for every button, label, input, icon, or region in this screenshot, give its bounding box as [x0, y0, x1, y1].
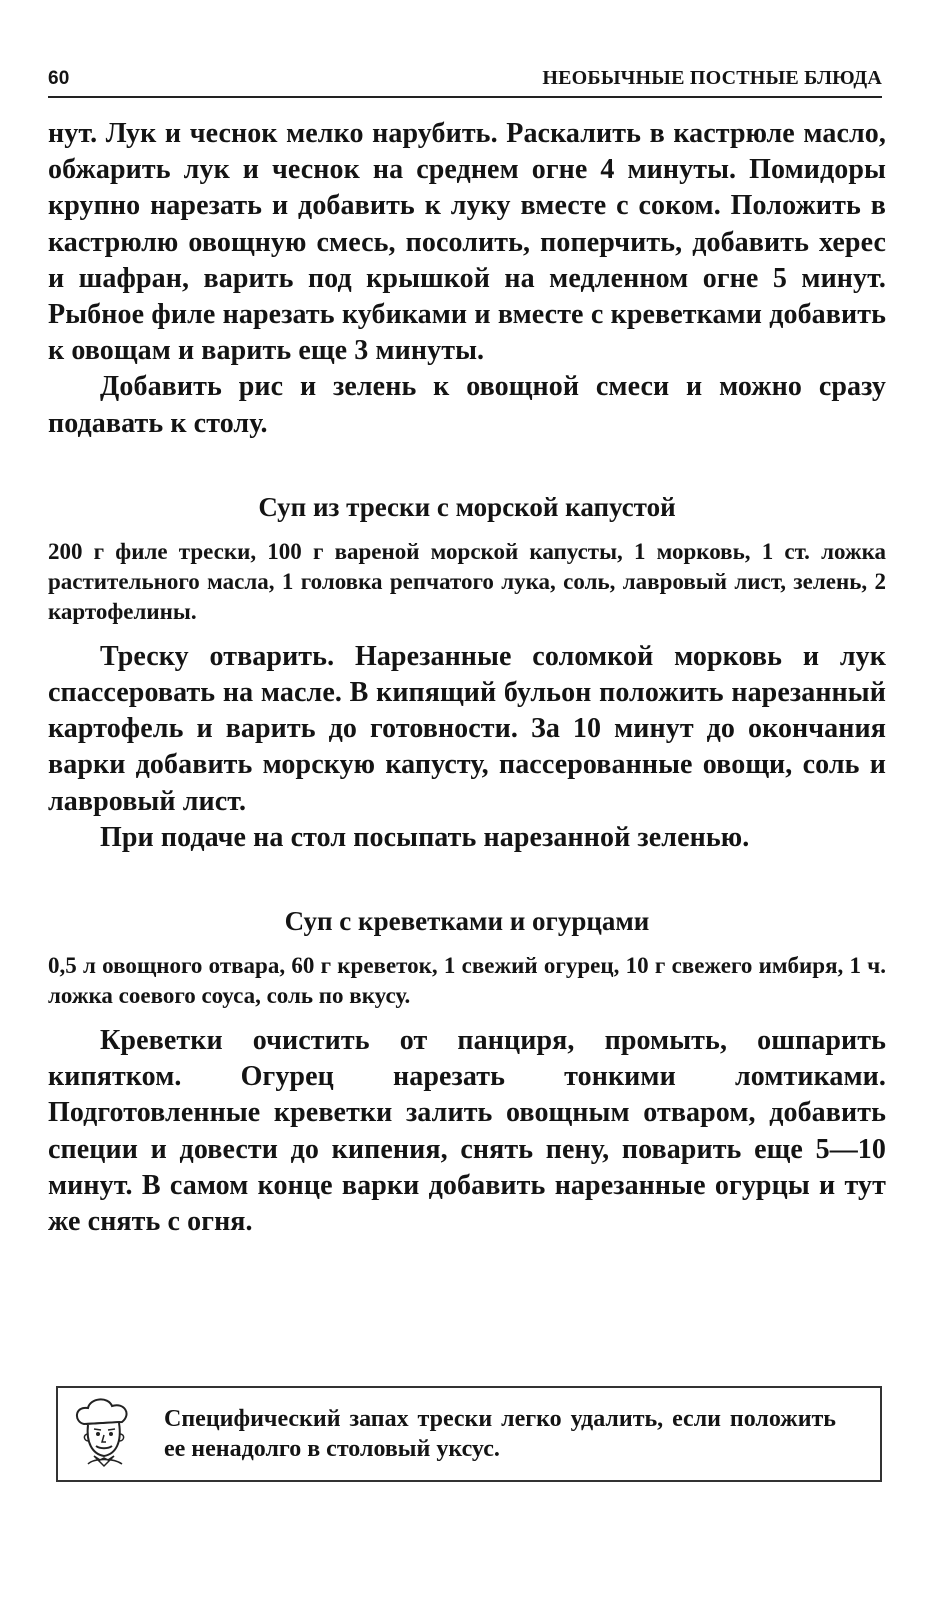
running-title: НЕОБЫЧНЫЕ ПОСТНЫЕ БЛЮДА	[542, 67, 882, 89]
tip-box	[56, 1386, 882, 1482]
recipe-ingredients: 200 г филе трески, 100 г вареной морской капусты, 1 морковь, 1 ст. ложка растительного масла, 1 головка репчатого лука, соль, лавровый лист, зелень, 2 картофелины.	[48, 538, 886, 624]
recipe-ingredients: 0,5 л овощного отвара, 60 г креветок, 1 свежий огурец, 10 г свежего имбиря, 1 ч. ложка соевого соуса, соль по вкусу.	[48, 953, 886, 1009]
recipe-step: При подаче на стол посыпать нарезанной зеленью.	[100, 821, 750, 853]
recipe-step: Креветки очистить от панциря, промыть, ошпарить кипятком. Огурец нарезать тонкими ломтиками. Подготовленные креветки залить овощным отваром, добавить специи и довести до кипения, снять пену, поварить еще 5—10 минут. В самом конце варки добавить нарезанные огурцы и тут же снять с огня.	[48, 1025, 886, 1238]
recipe-shrimp-soup	[48, 906, 886, 1240]
tip-text: Специфический запах трески легко удалить, если положить ее ненадолго в столовый уксус.	[164, 1406, 836, 1462]
recipe-title: Суп из трески с морской капустой	[258, 491, 676, 522]
running-header	[48, 58, 882, 98]
recipe-title: Суп с креветками и огурцами	[284, 906, 650, 937]
chef-icon	[64, 1394, 144, 1474]
recipe-step: Треску отварить. Нарезанные соломкой морковь и лук спассеровать на масле. В кипящий бульон положить нарезанный картофель и варить до готовности. За 10 минут до окончания варки добавить морскую капусту, пассерованные овощи, соль и лавровый лист.	[48, 640, 886, 817]
page-number: 60	[48, 68, 70, 89]
recipe-cod-soup	[48, 492, 886, 856]
continuation-paragraph: нут. Лук и чеснок мелко нарубить. Раскалить в кастрюле масло, обжарить лук и чеснок на среднем огне 4 минуты. Помидоры крупно нарезать и добавить к луку вместе с соком. Положить в кастрюлю овощную смесь, посолить, поперчить, добавить херес и шафран, варить под крышкой на медленном огне 5 минут. Рыбное филе нарезать кубиками и вместе с креветками добавить к овощам и варить еще 3 минуты.	[48, 118, 886, 367]
book-page	[48, 58, 886, 1578]
serving-paragraph: Добавить рис и зелень к овощной смеси и можно сразу подавать к столу.	[48, 371, 886, 439]
